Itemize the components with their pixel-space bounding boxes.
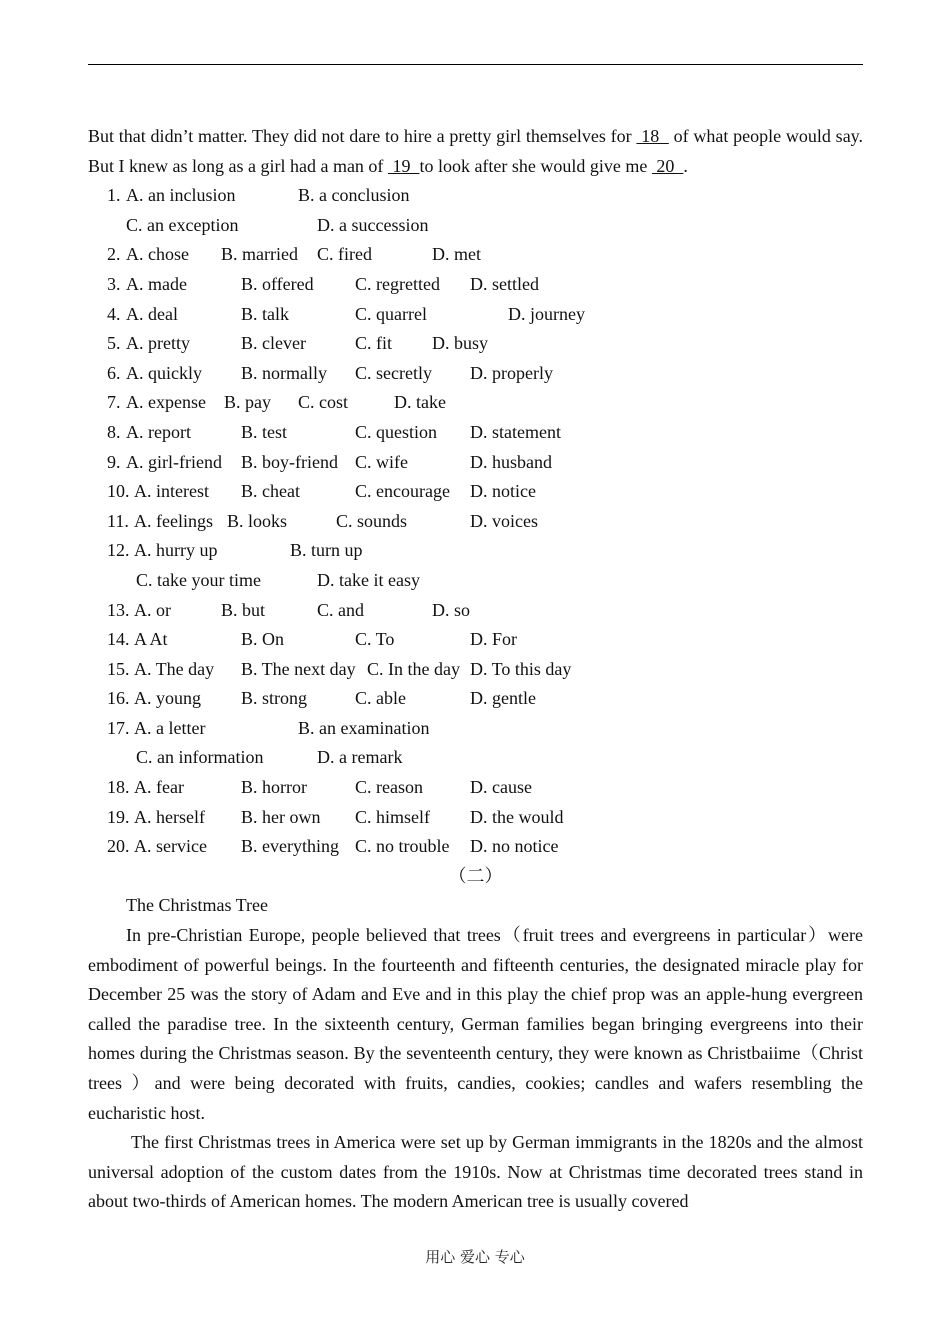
blank-18: 18 xyxy=(636,126,669,146)
question-16 xyxy=(88,684,863,714)
question-number: 8. xyxy=(107,421,121,442)
option-c: C. an information xyxy=(136,747,264,768)
option-b: B. but xyxy=(221,599,266,620)
question-list xyxy=(88,181,863,862)
option-c: C. wife xyxy=(355,451,408,472)
option-a: A. service xyxy=(134,836,207,857)
option-a: A. made xyxy=(126,273,187,294)
option-b: B. clever xyxy=(241,333,306,354)
option-b: B. test xyxy=(241,421,288,442)
option-c: C. himself xyxy=(355,806,430,827)
question-3 xyxy=(88,270,863,300)
question-number: 19. xyxy=(107,806,130,827)
option-c: C. able xyxy=(355,688,406,709)
option-d: D. take xyxy=(394,392,446,413)
question-number: 18. xyxy=(107,777,130,798)
option-d: D. cause xyxy=(470,777,532,798)
option-b: B. On xyxy=(241,629,285,650)
question-5 xyxy=(88,329,863,359)
option-d: D. statement xyxy=(470,421,561,442)
option-a: A. girl-friend xyxy=(126,451,222,472)
question-number: 12. xyxy=(107,540,130,561)
option-d: D. notice xyxy=(470,481,536,502)
option-d: D. busy xyxy=(432,333,489,354)
option-c: C. cost xyxy=(298,392,349,413)
intro-text-4: . xyxy=(683,155,688,176)
option-d: D. gentle xyxy=(470,688,536,709)
question-number: 13. xyxy=(107,599,130,620)
passage-title: The Christmas Tree xyxy=(126,895,268,916)
option-c: C. regretted xyxy=(355,273,440,294)
option-a: A. pretty xyxy=(126,333,190,354)
question-9 xyxy=(88,448,863,478)
option-b: B. pay xyxy=(224,392,271,413)
question-4 xyxy=(88,300,863,330)
option-a: A. or xyxy=(134,599,171,620)
option-b: B. horror xyxy=(241,777,307,798)
question-17 xyxy=(88,714,863,744)
option-b: B. a conclusion xyxy=(298,185,410,206)
option-c: C. sounds xyxy=(336,510,408,531)
option-a: A. The day xyxy=(134,658,215,679)
option-a: A. chose xyxy=(126,244,189,265)
option-b: B. turn up xyxy=(290,540,363,561)
option-d: D. so xyxy=(432,599,471,620)
option-c: C. and xyxy=(317,599,364,620)
option-c: C. reason xyxy=(355,777,423,798)
question-number: 9. xyxy=(107,451,121,472)
intro-paragraph xyxy=(88,122,863,181)
option-c: C. encourage xyxy=(355,481,450,502)
passage-paragraph-2: The first Christmas trees in America were set up by German immigrants in the 1820s and the almost universal adoption of the custom dates from the 1910s. Now at Christmas time decorated trees stand in about two-thirds of American homes. The modern American tree is usually covered xyxy=(88,1132,863,1212)
question-20 xyxy=(88,832,863,862)
option-c: C. an exception xyxy=(126,214,239,235)
question-number: 11. xyxy=(107,510,129,531)
question-10 xyxy=(88,477,863,507)
question-number: 5. xyxy=(107,333,121,354)
option-b: B. The next day xyxy=(241,658,356,679)
question-14 xyxy=(88,625,863,655)
option-c: C. quarrel xyxy=(355,303,427,324)
option-b: B. looks xyxy=(227,510,288,531)
option-b: B. everything xyxy=(241,836,339,857)
option-b: B. an examination xyxy=(298,717,430,738)
blank-20: 20 xyxy=(651,155,684,176)
option-a: A. an inclusion xyxy=(126,185,236,206)
option-d: D. no notice xyxy=(470,836,559,857)
option-d: D. the would xyxy=(470,806,564,827)
intro-text-2: of what people would say. But I knew as long as a girl had a man of xyxy=(88,126,864,176)
option-b: B. boy-friend xyxy=(241,451,338,472)
option-a: A. a letter xyxy=(134,717,206,738)
option-a: A. deal xyxy=(126,303,178,324)
option-d: D. properly xyxy=(470,362,553,383)
question-18 xyxy=(88,773,863,803)
question-number: 20. xyxy=(107,836,130,857)
option-a: A. herself xyxy=(134,806,205,827)
option-a: A. feelings xyxy=(134,510,213,531)
option-a: A. report xyxy=(126,421,191,442)
option-b: B. normally xyxy=(241,362,327,383)
document-body xyxy=(88,122,863,1217)
intro-text-1: But that didn’t matter. They did not dare to hire a pretty girl themselves for xyxy=(88,126,637,146)
option-b: B. cheat xyxy=(241,481,300,502)
question-12-cont xyxy=(88,566,863,596)
question-13 xyxy=(88,596,863,626)
question-number: 3. xyxy=(107,273,121,294)
question-19 xyxy=(88,803,863,833)
question-12 xyxy=(88,536,863,566)
option-a: A. expense xyxy=(126,392,206,413)
question-number: 15. xyxy=(107,658,130,679)
question-number: 7. xyxy=(107,392,121,413)
option-a: A At xyxy=(134,629,168,650)
question-7 xyxy=(88,388,863,418)
question-number: 2. xyxy=(107,244,121,265)
option-d: D. husband xyxy=(470,451,552,472)
question-2 xyxy=(88,240,863,270)
option-c: C. no trouble xyxy=(355,836,450,857)
question-number: 14. xyxy=(107,629,130,650)
question-6 xyxy=(88,359,863,389)
option-c: C. To xyxy=(355,629,395,650)
question-number: 16. xyxy=(107,688,130,709)
option-b: B. married xyxy=(221,244,298,265)
option-d: D. settled xyxy=(470,273,539,294)
option-c: C. question xyxy=(355,421,438,442)
question-1-cont xyxy=(88,211,863,241)
question-number: 1. xyxy=(107,185,121,206)
question-1 xyxy=(88,181,863,211)
option-d: D. met xyxy=(432,244,481,265)
question-number: 4. xyxy=(107,303,121,324)
option-c: C. secretly xyxy=(355,362,432,383)
question-number: 6. xyxy=(107,362,121,383)
blank-19: 19 xyxy=(387,155,420,176)
question-17-cont xyxy=(88,743,863,773)
option-d: D. voices xyxy=(470,510,538,531)
option-d: D. a succession xyxy=(317,214,429,235)
option-d: D. a remark xyxy=(317,747,403,768)
option-b: B. offered xyxy=(241,273,314,294)
option-b: B. her own xyxy=(241,806,321,827)
page-footer: 用心 爱心 专心 xyxy=(425,1248,525,1266)
option-a: A. young xyxy=(134,688,201,709)
option-b: B. talk xyxy=(241,303,289,324)
header-rule xyxy=(88,64,863,65)
section-marker: （二） xyxy=(448,865,503,886)
option-d: D. journey xyxy=(508,303,585,324)
option-c: C. In the day xyxy=(367,658,460,679)
option-c: C. fired xyxy=(317,244,372,265)
option-d: D. To this day xyxy=(470,658,572,679)
question-11 xyxy=(88,507,863,537)
option-d: D. For xyxy=(470,629,518,650)
intro-text-3: to look after she would give me xyxy=(419,155,652,176)
option-a: A. interest xyxy=(134,481,209,502)
option-c: C. fit xyxy=(355,333,393,354)
question-8 xyxy=(88,418,863,448)
question-number: 17. xyxy=(107,717,130,738)
question-15 xyxy=(88,655,863,685)
option-a: A. hurry up xyxy=(134,540,218,561)
option-d: D. take it easy xyxy=(317,569,420,590)
option-c: C. take your time xyxy=(136,569,261,590)
option-b: B. strong xyxy=(241,688,308,709)
question-number: 10. xyxy=(107,481,130,502)
option-a: A. quickly xyxy=(126,362,202,383)
option-a: A. fear xyxy=(134,777,184,798)
passage-paragraph-1: In pre-Christian Europe, people believed that trees（fruit trees and evergreens in particular）were embodiment of powerful beings. In the fourteenth and fifteenth centuries, the designated miracle play for December 25 was the story of Adam and Eve and in this play the chief prop was an apple-hung evergreen called the paradise tree. In the sixteenth century, German families began bringing evergreens into their homes during the Christmas season. By the seventeenth century, they were known as Christbaiime（Christ trees ）and were being decorated with fruits, candies, cookies; candles and wafers resembling the eucharistic host. xyxy=(88,925,863,1123)
